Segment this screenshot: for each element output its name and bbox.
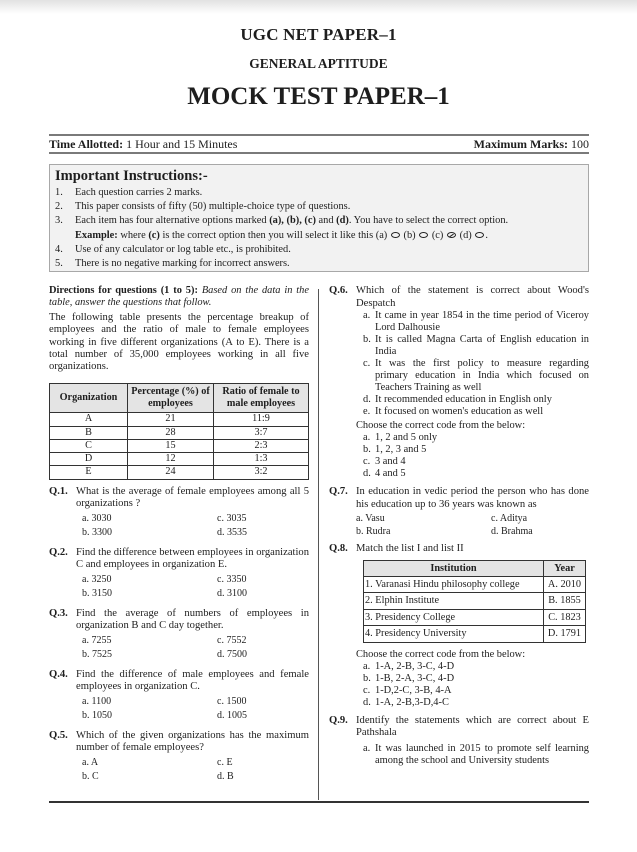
statement bbox=[363, 743, 589, 767]
question-stem bbox=[49, 486, 309, 511]
question-6 bbox=[329, 285, 589, 480]
question-number: Q.7. bbox=[329, 486, 348, 497]
table-row bbox=[364, 609, 586, 626]
statement-letter: a. bbox=[363, 310, 371, 321]
option-c[interactable]: c. 3350 bbox=[217, 573, 247, 585]
marks-label: Maximum Marks: bbox=[473, 137, 568, 151]
option-b[interactable]: b. C bbox=[82, 771, 99, 782]
cell: 2. Elphin Institute bbox=[364, 593, 544, 610]
cell: 24 bbox=[128, 466, 214, 479]
option-a[interactable]: a. 3030 bbox=[82, 512, 112, 524]
header-organization: Organization bbox=[50, 384, 128, 413]
question-1 bbox=[49, 486, 309, 541]
page-top-shadow bbox=[0, 0, 637, 14]
statement bbox=[363, 334, 589, 358]
instructions-heading: Important Instructions:- bbox=[55, 168, 208, 184]
question-stem bbox=[329, 285, 589, 310]
page-title: MOCK TEST PAPER–1 bbox=[187, 83, 450, 110]
item-number: 5. bbox=[55, 257, 63, 269]
question-number: Q.6. bbox=[329, 285, 348, 296]
option-b[interactable] bbox=[363, 444, 589, 456]
options-grid bbox=[49, 573, 309, 602]
item-number: 1. bbox=[55, 187, 63, 198]
code-options bbox=[329, 432, 589, 480]
question-number: Q.5. bbox=[49, 729, 68, 741]
question-text: Which of the given organizations has the maximum number of female employees? bbox=[76, 729, 309, 753]
statement-letter: c. bbox=[363, 358, 371, 369]
question-text: Identify the statements which are correct about E Pathshala bbox=[356, 714, 589, 738]
cell: 28 bbox=[128, 426, 214, 439]
question-2 bbox=[49, 547, 309, 602]
instructions-list bbox=[55, 186, 583, 229]
statement-letter: b. bbox=[363, 334, 371, 345]
example-b: (b) bbox=[403, 229, 416, 241]
empty-bubble-icon bbox=[391, 232, 400, 238]
cell: D. 1791 bbox=[544, 626, 586, 643]
item-text: Each question carries 2 marks. bbox=[75, 187, 203, 198]
option-letter: b. bbox=[363, 444, 371, 455]
cell: 12 bbox=[128, 453, 214, 466]
question-stem bbox=[49, 608, 309, 633]
cell: B. 1855 bbox=[544, 593, 586, 610]
statement-letter: e. bbox=[363, 406, 371, 417]
question-text: Which of the statement is correct about Wood's Despatch bbox=[356, 285, 589, 309]
question-stem bbox=[329, 486, 589, 511]
cell: 3:2 bbox=[214, 466, 309, 479]
option-letter: d. bbox=[363, 696, 371, 708]
option-text: 1-B, 2-A, 3-C, 4-D bbox=[375, 672, 455, 684]
column-divider bbox=[318, 289, 319, 800]
item-text: There is no negative marking for incorrect answers. bbox=[75, 257, 290, 269]
option-d-bold: (d) bbox=[336, 215, 349, 227]
instruction-item bbox=[55, 214, 583, 228]
text-post: . You have to select the correct option. bbox=[348, 215, 509, 227]
statement-list bbox=[329, 310, 589, 418]
option-c[interactable]: c. 1500 bbox=[217, 695, 247, 707]
option-a[interactable] bbox=[363, 661, 589, 673]
options-grid bbox=[49, 695, 309, 724]
statement-text: It was the first policy to measure regarding primary education in India which focused on Teachers Training as well bbox=[375, 358, 589, 393]
instructions-box bbox=[49, 164, 589, 272]
statement-list bbox=[329, 743, 589, 767]
option-text: 1, 2, 3 and 5 bbox=[375, 444, 427, 455]
option-c[interactable]: c. 7552 bbox=[217, 634, 247, 646]
header-ratio: Ratio of female to male employees bbox=[214, 384, 309, 413]
statement-text: It recommended education in English only bbox=[375, 394, 552, 405]
option-text: 1-A, 2-B, 3-C, 4-D bbox=[375, 660, 455, 672]
maximum-marks bbox=[474, 137, 589, 152]
time-value: 1 Hour and 15 Minutes bbox=[126, 137, 238, 151]
question-text: What is the average of female employees among all 5 organizations ? bbox=[76, 485, 309, 509]
option-text: 4 and 5 bbox=[375, 468, 406, 479]
question-text: In education in vedic period the person who has done his education up to 36 years was known as bbox=[356, 486, 589, 510]
option-letter: a. bbox=[363, 660, 371, 672]
code-options bbox=[329, 661, 589, 709]
directions-paragraph: The following table presents the percentage breakup of employees and the ratio of male to female employees working in five different organizations (A to E). There is a total number of 35,000 employees working in all five organizations. bbox=[49, 312, 309, 373]
example-c: (c) bbox=[431, 229, 444, 241]
text-and: and bbox=[315, 215, 337, 227]
option-a[interactable]: a. A bbox=[82, 756, 99, 768]
option-text: 1-A, 2-B,3-D,4-C bbox=[375, 696, 449, 708]
question-stem bbox=[49, 730, 309, 755]
option-letter: a. bbox=[363, 432, 371, 443]
option-a[interactable]: a. 1100 bbox=[82, 695, 112, 707]
option-letter: c. bbox=[363, 456, 371, 467]
question-8 bbox=[329, 543, 589, 709]
option-d[interactable] bbox=[363, 468, 589, 480]
header-percentage: Percentage (%) of employees bbox=[128, 384, 214, 413]
option-b[interactable] bbox=[363, 673, 589, 685]
time-label: Time Allotted: bbox=[49, 137, 124, 151]
exam-meta-bar bbox=[49, 134, 589, 154]
header-year: Year bbox=[544, 560, 586, 576]
option-b[interactable]: b. 3300 bbox=[82, 527, 112, 538]
option-letter: b. bbox=[363, 672, 371, 684]
option-letter: d. bbox=[363, 468, 371, 479]
item-number: 3. bbox=[55, 215, 63, 227]
text-pre: Each item has four alternative options marked bbox=[75, 215, 270, 227]
subject-title: GENERAL APTITUDE bbox=[249, 56, 388, 71]
statement bbox=[363, 406, 589, 418]
cell: E bbox=[50, 466, 128, 479]
option-d[interactable]: d. 3535 bbox=[217, 527, 247, 538]
statement bbox=[363, 310, 589, 334]
cell: 21 bbox=[128, 413, 214, 426]
empty-bubble-icon bbox=[419, 232, 428, 238]
question-number: Q.3. bbox=[49, 607, 68, 619]
example-option-c: (c) bbox=[148, 229, 160, 241]
item-text: This paper consists of fifty (50) multiple-choice type of questions. bbox=[75, 201, 351, 213]
option-c[interactable]: c. 3035 bbox=[217, 512, 247, 524]
statement-text: It came in year 1854 in the time period of Viceroy Lord Dalhousie bbox=[375, 310, 589, 333]
question-9 bbox=[329, 715, 589, 767]
option-a[interactable]: a. 7255 bbox=[82, 634, 112, 646]
cell: A bbox=[50, 413, 128, 426]
question-number: Q.1. bbox=[49, 485, 68, 497]
question-number: Q.4. bbox=[49, 668, 68, 680]
cell: A. 2010 bbox=[544, 576, 586, 593]
time-allotted bbox=[49, 137, 237, 152]
option-d[interactable]: d. Brahma bbox=[491, 526, 533, 537]
instruction-item bbox=[55, 257, 583, 271]
option-c[interactable]: c. E bbox=[217, 756, 233, 768]
example-text: where bbox=[117, 229, 149, 241]
statement-text: It focused on women's education as well bbox=[375, 406, 544, 417]
example-label: Example: bbox=[75, 229, 118, 241]
cell: 3. Presidency College bbox=[364, 609, 544, 626]
option-text: 1, 2 and 5 only bbox=[375, 432, 438, 443]
options-grid bbox=[49, 756, 309, 785]
match-table bbox=[363, 560, 586, 643]
right-column bbox=[329, 285, 589, 767]
cell: C. 1823 bbox=[544, 609, 586, 626]
question-text: Find the difference between employees in organization C and employees in organization E. bbox=[76, 546, 309, 570]
table-row bbox=[50, 426, 309, 439]
option-a[interactable]: a. 3250 bbox=[82, 573, 112, 585]
option-c[interactable]: c. Aditya bbox=[491, 513, 528, 524]
question-number: Q.9. bbox=[329, 714, 348, 726]
options-grid bbox=[49, 512, 309, 541]
marked-bubble-icon bbox=[447, 232, 456, 238]
option-c[interactable] bbox=[363, 456, 589, 468]
choose-code-prompt: Choose the correct code from the below: bbox=[356, 648, 526, 660]
options-bold: (a), (b), (c) bbox=[269, 215, 316, 227]
question-stem bbox=[329, 715, 589, 740]
organization-table bbox=[49, 383, 309, 479]
question-stem bbox=[49, 669, 309, 694]
option-b[interactable]: b. 1050 bbox=[82, 710, 112, 721]
cell: 1:3 bbox=[214, 453, 309, 466]
options-grid bbox=[49, 634, 309, 663]
item-number: 2. bbox=[55, 201, 63, 213]
table-row bbox=[50, 439, 309, 452]
option-d[interactable]: d. B bbox=[217, 771, 234, 782]
cell: D bbox=[50, 453, 128, 466]
option-a[interactable]: a. Vasu bbox=[356, 513, 385, 524]
question-number: Q.8. bbox=[329, 543, 348, 554]
example-d: (d) bbox=[459, 229, 472, 241]
exam-title: UGC NET PAPER–1 bbox=[240, 25, 397, 44]
instructions-list-cont bbox=[55, 243, 583, 271]
cell: 11:9 bbox=[214, 413, 309, 426]
empty-bubble-icon bbox=[475, 232, 484, 238]
marks-value: 100 bbox=[571, 137, 589, 151]
table-row bbox=[50, 413, 309, 426]
question-4 bbox=[49, 669, 309, 724]
statement bbox=[363, 394, 589, 406]
options-grid bbox=[329, 512, 589, 538]
table-header-row bbox=[50, 384, 309, 413]
cell: 2:3 bbox=[214, 439, 309, 452]
question-stem bbox=[329, 543, 589, 556]
statement-letter: d. bbox=[363, 394, 371, 405]
statement-letter: a. bbox=[363, 742, 371, 754]
question-number: Q.2. bbox=[49, 546, 68, 558]
cell: 1. Varanasi Hindu philosophy college bbox=[364, 576, 544, 593]
instruction-item bbox=[55, 186, 583, 200]
bottom-rule bbox=[49, 801, 589, 803]
option-c[interactable] bbox=[363, 685, 589, 697]
table-row bbox=[364, 576, 586, 593]
option-d[interactable] bbox=[363, 697, 589, 709]
choose-code-prompt: Choose the correct code from the below: bbox=[356, 420, 526, 431]
option-b[interactable]: b. 3150 bbox=[82, 588, 112, 599]
example-text: is the correct option then you will select it like this bbox=[159, 229, 374, 241]
option-d[interactable]: d. 3100 bbox=[217, 588, 247, 599]
cell: C bbox=[50, 439, 128, 452]
question-5 bbox=[49, 730, 309, 785]
option-b[interactable]: b. 7525 bbox=[82, 649, 112, 660]
option-a[interactable] bbox=[363, 432, 589, 444]
cell: 4. Presidency University bbox=[364, 626, 544, 643]
option-b[interactable]: b. Rudra bbox=[356, 526, 391, 537]
item-text: Use of any calculator or log table etc., is prohibited. bbox=[75, 243, 291, 255]
instruction-item bbox=[55, 243, 583, 257]
instruction-item bbox=[55, 200, 583, 214]
cell: B bbox=[50, 426, 128, 439]
option-text: 3 and 4 bbox=[375, 456, 406, 467]
cell: 15 bbox=[128, 439, 214, 452]
table-row bbox=[364, 626, 586, 643]
option-d[interactable]: d. 7500 bbox=[217, 649, 247, 660]
table-row bbox=[364, 593, 586, 610]
header-institution: Institution bbox=[364, 560, 544, 576]
question-stem bbox=[49, 547, 309, 572]
question-text: Find the average of numbers of employees in organization B and C day together. bbox=[76, 607, 309, 631]
option-d[interactable]: d. 1005 bbox=[217, 710, 247, 721]
cell: 3:7 bbox=[214, 426, 309, 439]
directions-italic: Based on the data in the table, answer the questions that follow. bbox=[49, 285, 309, 308]
question-3 bbox=[49, 608, 309, 663]
question-7 bbox=[329, 486, 589, 538]
option-text: 1-D,2-C, 3-B, 4-A bbox=[375, 684, 452, 696]
example-line: Example: where (c) is the correct option then you will select it like this (a) (b) (c) (d) . bbox=[75, 229, 488, 241]
table-row bbox=[50, 453, 309, 466]
table-row bbox=[50, 466, 309, 479]
statement bbox=[363, 358, 589, 394]
statement-text: It was launched in 2015 to promote self learning among the school and University students bbox=[375, 742, 589, 766]
item-number: 4. bbox=[55, 243, 63, 255]
table-header-row bbox=[364, 560, 586, 576]
question-text: Match the list I and list II bbox=[356, 543, 464, 554]
directions bbox=[49, 285, 309, 309]
item-text bbox=[75, 214, 508, 228]
left-column bbox=[49, 285, 309, 785]
question-text: Find the difference of male employees and female employees in organization C. bbox=[76, 668, 309, 692]
directions-label: Directions for questions (1 to 5): bbox=[49, 285, 198, 296]
statement-text: It is called Magna Carta of English education in India bbox=[375, 334, 589, 357]
example-a: (a) bbox=[375, 229, 388, 241]
option-letter: c. bbox=[363, 684, 371, 696]
